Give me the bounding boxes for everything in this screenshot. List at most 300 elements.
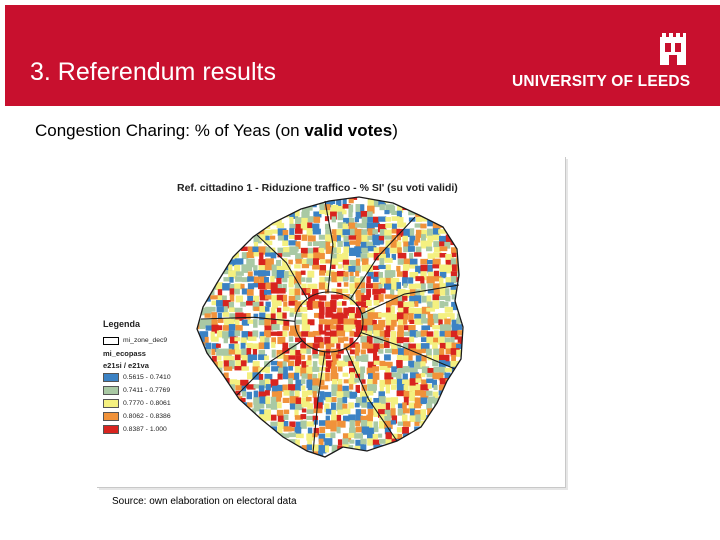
map-cell	[306, 288, 310, 293]
map-cell	[199, 253, 205, 260]
map-cell	[414, 252, 421, 256]
map-cell	[420, 224, 426, 229]
map-cell	[342, 210, 346, 214]
map-cell	[391, 331, 396, 338]
map-cell	[338, 337, 344, 343]
map-cell	[271, 361, 278, 366]
map-cell	[235, 325, 242, 331]
map-cell	[193, 398, 201, 406]
map-cell	[373, 458, 378, 465]
map-cell	[240, 284, 244, 289]
map-cell	[258, 283, 265, 289]
map-cell	[432, 204, 436, 211]
map-cell	[216, 420, 223, 427]
map-cell	[235, 439, 241, 445]
map-cell	[463, 200, 471, 208]
map-cell	[464, 457, 472, 464]
map-cell	[193, 240, 197, 246]
map-cell	[307, 439, 312, 445]
map-cell	[265, 253, 271, 257]
map-cell	[264, 271, 270, 276]
map-cell	[228, 445, 237, 453]
map-cell	[432, 294, 439, 300]
map-cell	[212, 228, 220, 237]
map-cell	[284, 457, 292, 464]
map-cell	[295, 366, 302, 373]
map-cell	[271, 295, 277, 302]
map-cell	[241, 366, 249, 370]
map-cell	[356, 409, 361, 416]
map-cell	[342, 229, 350, 235]
map-cell	[253, 422, 259, 429]
map-cell	[330, 432, 335, 438]
map-cell	[211, 421, 218, 429]
map-cell	[390, 325, 394, 330]
map-cell	[248, 337, 257, 341]
map-cell	[211, 337, 219, 342]
map-cell	[277, 402, 282, 408]
map-cell	[367, 456, 371, 465]
map-cell	[432, 325, 440, 329]
map-cell	[205, 385, 209, 394]
map-cell	[337, 247, 341, 253]
map-cell	[205, 271, 209, 277]
map-cell	[282, 194, 286, 200]
map-cell	[235, 409, 243, 417]
map-cell	[199, 367, 205, 373]
map-cell	[217, 356, 221, 361]
map-cell	[313, 458, 317, 466]
map-cell	[378, 324, 384, 330]
map-cell	[199, 259, 207, 265]
map-cell	[306, 366, 313, 374]
map-cell	[252, 217, 257, 226]
university-crest-icon	[510, 33, 695, 73]
map-cell	[224, 223, 229, 230]
map-cell	[458, 445, 465, 449]
map-cell	[457, 295, 461, 303]
map-cell	[360, 444, 366, 453]
map-cell	[283, 361, 287, 367]
map-cell	[427, 260, 433, 264]
map-cell	[271, 402, 278, 409]
map-cell	[259, 374, 263, 380]
map-cell	[463, 229, 471, 237]
map-cell	[283, 452, 289, 461]
map-cell	[211, 384, 218, 389]
map-cell	[361, 288, 366, 293]
map-cell	[230, 247, 237, 253]
legend-swatch	[103, 399, 119, 408]
map-cell	[463, 258, 468, 265]
map-cell	[198, 224, 205, 229]
map-cell	[378, 434, 382, 438]
map-cell	[403, 319, 407, 325]
map-cell	[463, 362, 468, 371]
map-cell	[265, 306, 269, 311]
map-cell	[343, 224, 348, 230]
map-cell	[277, 410, 284, 416]
map-cell	[265, 438, 273, 446]
map-cell	[192, 349, 200, 357]
map-cell	[464, 314, 473, 319]
legend-class-label: 0.8062 - 0.8386	[123, 413, 171, 420]
map-cell	[194, 384, 198, 390]
map-cell	[337, 302, 343, 306]
map-cell	[338, 379, 343, 384]
map-cell	[361, 211, 368, 218]
map-cell	[200, 416, 205, 422]
map-cell	[434, 421, 440, 425]
map-cell	[451, 229, 456, 236]
map-cell	[228, 229, 233, 237]
map-cell	[378, 272, 383, 279]
map-cell	[234, 451, 241, 459]
map-cell	[193, 433, 200, 441]
map-cell	[205, 205, 214, 212]
map-cell	[408, 277, 413, 283]
map-cell	[336, 343, 340, 349]
map-cell	[451, 276, 457, 283]
map-cell	[464, 235, 469, 240]
map-cell	[264, 277, 269, 283]
map-cell	[194, 198, 203, 205]
map-cell	[217, 450, 223, 456]
map-cell	[224, 336, 228, 343]
map-cell	[385, 451, 392, 459]
map-cell	[223, 199, 229, 205]
map-cell	[258, 404, 264, 409]
map-cell	[451, 374, 458, 381]
map-cell	[294, 264, 300, 268]
map-cell	[451, 404, 460, 408]
map-cell	[236, 421, 241, 427]
map-cell	[265, 451, 269, 458]
map-cell	[361, 409, 366, 414]
map-cell	[218, 223, 226, 228]
map-cell	[362, 258, 368, 264]
map-cell	[288, 432, 296, 437]
map-cell	[302, 264, 309, 268]
map-cell	[199, 450, 206, 456]
map-cell	[254, 391, 258, 398]
map-cell	[283, 252, 290, 257]
map-cell	[210, 391, 214, 395]
map-cell	[356, 259, 360, 267]
map-cell	[391, 457, 396, 464]
map-cell	[193, 307, 200, 311]
map-cell	[241, 193, 246, 202]
map-cell	[193, 247, 201, 254]
map-cell	[205, 343, 211, 350]
map-cell	[265, 236, 269, 241]
map-cell	[384, 230, 391, 236]
map-cell	[235, 415, 241, 423]
map-cell	[396, 266, 400, 272]
map-cell	[456, 451, 462, 457]
map-cell	[456, 398, 464, 403]
map-cell	[355, 458, 360, 463]
map-cell	[193, 302, 202, 311]
map-cell	[194, 265, 200, 272]
map-cell	[307, 301, 313, 310]
map-cell	[348, 402, 354, 408]
map-cell	[421, 234, 426, 241]
map-cell	[404, 456, 409, 462]
map-cell	[350, 193, 358, 199]
map-cell	[217, 205, 225, 212]
map-cell	[217, 396, 226, 402]
map-cell	[385, 294, 392, 299]
map-cell	[457, 300, 463, 305]
subtitle-bold: valid votes	[304, 121, 393, 140]
map-cell	[193, 414, 198, 421]
map-cell	[438, 450, 444, 455]
map-cell	[445, 456, 451, 464]
map-cell	[427, 331, 434, 337]
map-cell	[384, 354, 391, 360]
map-cell	[336, 391, 343, 398]
map-cell	[444, 408, 451, 416]
map-cell	[463, 337, 468, 342]
map-cell	[246, 313, 250, 319]
map-cell	[343, 277, 348, 282]
map-cell	[396, 374, 401, 379]
map-cell	[242, 288, 248, 294]
map-cell	[426, 391, 432, 396]
map-cell	[403, 264, 409, 271]
map-cell	[320, 342, 324, 348]
map-cell	[452, 216, 459, 222]
map-cell	[463, 331, 469, 339]
map-cell	[458, 216, 466, 224]
map-cell	[457, 384, 466, 390]
map-cell	[403, 283, 407, 288]
map-cell	[397, 355, 403, 361]
map-cell	[343, 236, 348, 243]
map-cell	[193, 342, 202, 348]
map-cell	[420, 384, 428, 390]
map-cell	[247, 392, 252, 399]
map-cell	[366, 276, 370, 283]
map-cell	[312, 265, 320, 270]
map-cell	[266, 384, 271, 391]
legend-class-label: 0.7770 - 0.8061	[123, 400, 171, 407]
map-cell	[420, 259, 428, 265]
map-cell	[270, 458, 277, 462]
map-cell	[224, 366, 232, 370]
map-cell	[300, 450, 305, 455]
map-cell	[313, 229, 321, 235]
map-cell	[301, 379, 305, 384]
map-cell	[216, 265, 222, 272]
map-cell	[445, 296, 450, 302]
map-cell	[307, 228, 313, 236]
map-cell	[235, 432, 240, 439]
map-cell	[211, 272, 216, 278]
map-cell	[385, 217, 391, 222]
map-cell	[458, 234, 463, 239]
map-cell	[217, 259, 223, 265]
map-cell	[331, 265, 335, 269]
map-cell	[248, 445, 254, 453]
map-cell	[319, 295, 326, 300]
map-cell	[216, 390, 224, 397]
map-cell	[259, 432, 265, 441]
map-cell	[271, 438, 279, 443]
map-cell	[234, 428, 239, 432]
map-cell	[308, 235, 316, 241]
map-cell	[330, 343, 334, 347]
map-cell	[211, 432, 219, 438]
map-cell	[259, 200, 264, 207]
map-cell	[356, 451, 361, 459]
map-cell	[222, 283, 230, 290]
map-cell	[355, 403, 360, 407]
map-title: Ref. cittadino 1 - Riduzione traffico - % SI' (su voti validi)	[177, 182, 458, 194]
map-cell	[384, 236, 392, 240]
map-cell	[385, 258, 393, 263]
map-cell	[301, 355, 305, 360]
map-cell	[216, 241, 222, 250]
map-cell	[366, 300, 372, 306]
map-cell	[307, 409, 314, 414]
map-cell	[199, 379, 207, 386]
map-cell	[456, 324, 462, 330]
map-cell	[415, 308, 423, 315]
map-cell	[194, 373, 202, 379]
map-cell	[408, 438, 412, 443]
map-cell	[200, 373, 206, 381]
map-cell	[414, 403, 421, 408]
map-cell	[252, 330, 258, 337]
map-cell	[426, 421, 432, 429]
map-cell	[276, 199, 280, 206]
map-cell	[276, 300, 281, 306]
map-cell	[438, 402, 443, 410]
map-cell	[445, 212, 449, 219]
subtitle-prefix: Congestion Charing: % of Yeas (on	[35, 121, 305, 140]
map-cell	[264, 342, 270, 349]
map-cell	[391, 403, 395, 408]
map-cell	[343, 337, 348, 341]
map-cell	[427, 427, 436, 433]
map-cell	[391, 301, 399, 306]
map-cell	[403, 421, 410, 427]
map-cell	[355, 217, 359, 222]
map-cell	[464, 205, 471, 212]
map-cell	[266, 205, 273, 210]
map-cell	[253, 319, 258, 328]
map-cell	[235, 276, 242, 282]
map-cell	[289, 336, 293, 341]
map-cell	[205, 218, 214, 226]
map-cell	[373, 452, 379, 461]
map-cell	[338, 319, 344, 324]
map-cell	[200, 439, 205, 446]
map-cell	[235, 445, 244, 454]
map-cell	[450, 337, 454, 343]
map-cell	[216, 438, 224, 446]
map-cell	[319, 439, 324, 446]
map-cell	[284, 445, 289, 451]
map-cell	[463, 211, 470, 216]
map-cell	[247, 216, 253, 221]
map-cell	[372, 229, 378, 234]
map-cell	[409, 337, 414, 343]
map-cell	[193, 410, 202, 416]
map-cell	[349, 458, 354, 466]
map-cell	[439, 446, 447, 455]
map-cell	[296, 320, 302, 325]
map-cell	[217, 271, 223, 275]
map-cell	[313, 241, 319, 246]
map-cell	[324, 438, 332, 446]
map-cell	[361, 349, 366, 354]
map-cell	[288, 260, 293, 265]
map-cell	[271, 415, 277, 421]
map-cell	[204, 420, 212, 424]
map-cell	[206, 276, 214, 282]
map-cell	[397, 223, 406, 228]
map-cell	[349, 199, 354, 203]
map-cell	[427, 433, 436, 441]
map-cell	[362, 457, 367, 466]
map-cell	[342, 438, 348, 444]
map-cell	[192, 253, 201, 261]
map-cell	[379, 344, 383, 349]
map-cell	[338, 439, 342, 445]
map-cell	[379, 258, 384, 265]
map-cell	[445, 338, 450, 343]
map-cell	[444, 302, 448, 306]
map-cell	[192, 457, 198, 462]
map-cell	[337, 283, 341, 287]
map-cell	[198, 458, 204, 465]
map-cell	[439, 241, 444, 246]
map-cell	[391, 446, 397, 455]
map-cell	[391, 385, 397, 390]
map-cell	[408, 205, 415, 209]
map-cell	[200, 433, 207, 438]
map-cell	[464, 392, 469, 400]
map-cell	[222, 415, 227, 421]
map-cell	[427, 199, 432, 204]
map-cell	[271, 324, 279, 330]
map-cell	[337, 241, 342, 247]
map-cell	[290, 403, 295, 409]
map-cell	[300, 348, 307, 353]
map-cell	[452, 253, 456, 257]
map-cell	[414, 314, 421, 319]
map-cell	[260, 217, 269, 222]
map-cell	[252, 343, 259, 349]
map-cell	[283, 295, 287, 302]
map-cell	[402, 427, 409, 434]
map-cell	[276, 451, 282, 458]
map-cell	[367, 217, 373, 223]
map-cell	[318, 253, 324, 259]
map-cell	[379, 240, 384, 244]
map-cell	[464, 265, 470, 273]
map-cell	[211, 445, 216, 449]
map-cell	[247, 433, 253, 438]
map-cell	[210, 410, 219, 417]
map-cell	[350, 272, 354, 276]
map-cell	[367, 432, 373, 438]
map-cell	[260, 422, 264, 427]
map-cell	[199, 198, 203, 203]
